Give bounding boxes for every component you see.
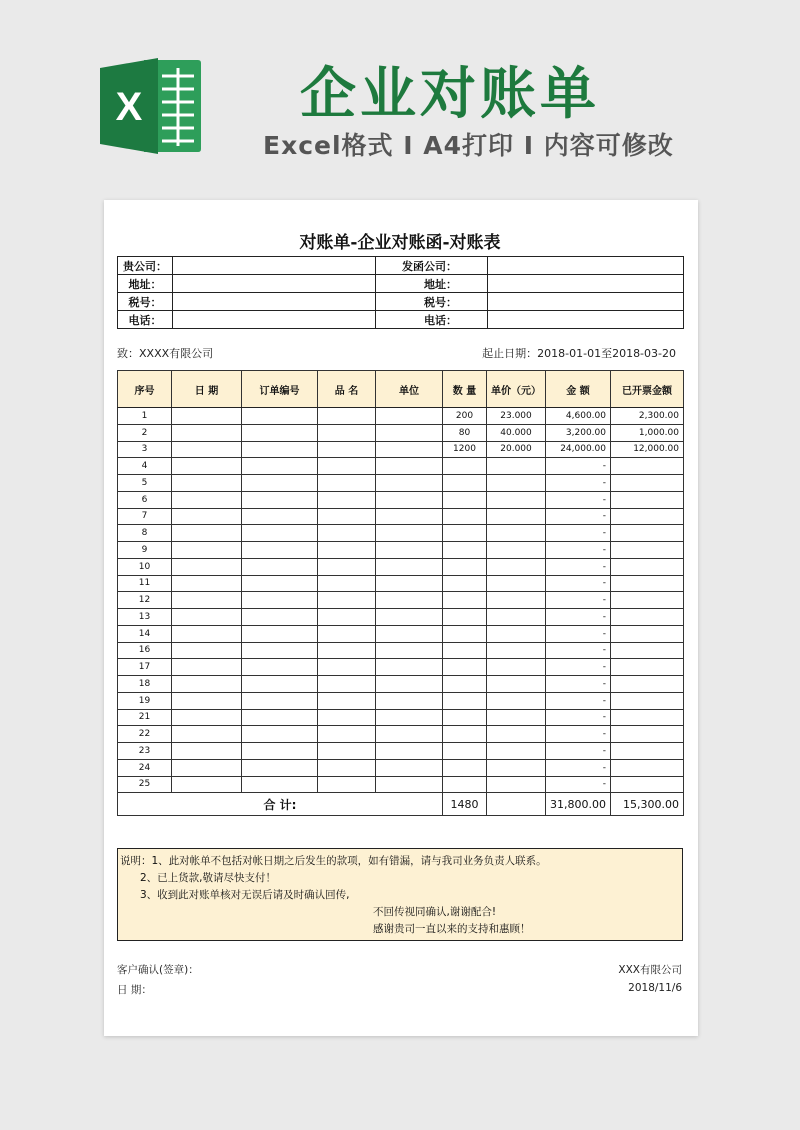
cell-qty [443,592,487,609]
cell-qty [443,508,487,525]
cell-product [318,525,376,542]
cell-amount: - [546,776,611,793]
cell-product [318,776,376,793]
total-row [118,793,684,816]
cell-price [487,759,546,776]
cell-qty [443,542,487,559]
banner [0,0,800,200]
cell-no: 14 [118,625,172,642]
svg-text:X: X [115,85,143,129]
column-header: 序号 [118,371,172,408]
cell-amount: 24,000.00 [546,441,611,458]
cell-order [242,642,318,659]
cell-no: 9 [118,542,172,559]
cell-price [487,726,546,743]
cell-product [318,609,376,626]
footer-company: XXX有限公司 [618,964,682,976]
cell-unit [376,558,443,575]
cell-unit [376,508,443,525]
cell-order [242,441,318,458]
cell-unit [376,592,443,609]
cell-date [172,592,242,609]
cell-price [487,508,546,525]
notes-box [117,848,683,941]
total-label: 合 计: [118,793,443,816]
cell-price [487,659,546,676]
cell-date [172,575,242,592]
cell-amount: - [546,525,611,542]
cell-order [242,408,318,425]
cell-order [242,525,318,542]
cell-no: 22 [118,726,172,743]
table-row [118,743,684,760]
cell-product [318,642,376,659]
cell-price [487,692,546,709]
cell-qty [443,692,487,709]
footer-date-label: 日 期： [117,984,152,996]
cell-price [487,491,546,508]
cell-invoiced [611,542,684,559]
cell-price [487,592,546,609]
cell-amount: - [546,542,611,559]
cell-no: 17 [118,659,172,676]
cell-product [318,558,376,575]
cell-no: 24 [118,759,172,776]
cell-unit [376,692,443,709]
recipient-text: 致：XXXX有限公司 [117,347,214,360]
cell-order [242,625,318,642]
cell-product [318,692,376,709]
cell-amount: - [546,475,611,492]
cell-qty [443,625,487,642]
cell-date [172,475,242,492]
cell-amount: - [546,458,611,475]
cell-invoiced [611,676,684,693]
cell-product [318,743,376,760]
cell-amount: - [546,592,611,609]
note-line-4: 不回传视同确认,谢谢配合! [373,906,497,918]
table-row [118,692,684,709]
cell-date [172,424,242,441]
info-value-2 [488,293,684,311]
table-row [118,542,684,559]
table-row [118,592,684,609]
table-row [118,508,684,525]
cell-product [318,726,376,743]
cell-qty [443,743,487,760]
cell-order [242,508,318,525]
document-title: 对账单-企业对账函-对账表 [299,233,501,253]
cell-qty [443,676,487,693]
cell-no: 21 [118,709,172,726]
info-row [118,257,684,275]
cell-amount: - [546,676,611,693]
cell-invoiced [611,776,684,793]
cell-invoiced [611,692,684,709]
table-row [118,759,684,776]
cell-unit [376,458,443,475]
cell-date [172,709,242,726]
cell-amount: - [546,709,611,726]
cell-date [172,458,242,475]
cell-unit [376,625,443,642]
cell-invoiced [611,525,684,542]
table-row [118,558,684,575]
cell-product [318,424,376,441]
cell-qty [443,525,487,542]
cell-product [318,709,376,726]
cell-order [242,424,318,441]
cell-no: 3 [118,441,172,458]
cell-qty [443,458,487,475]
cell-qty [443,759,487,776]
cell-qty [443,575,487,592]
table-row [118,776,684,793]
cell-order [242,709,318,726]
cell-no: 5 [118,475,172,492]
cell-unit [376,542,443,559]
cell-qty [443,475,487,492]
cell-amount: - [546,575,611,592]
cell-order [242,609,318,626]
cell-qty: 200 [443,408,487,425]
cell-date [172,609,242,626]
cell-no: 12 [118,592,172,609]
cell-qty [443,726,487,743]
cell-no: 6 [118,491,172,508]
statement-table [117,370,684,816]
cell-unit [376,743,443,760]
table-row [118,625,684,642]
cell-no: 4 [118,458,172,475]
excel-logo-icon [100,58,202,154]
cell-invoiced [611,558,684,575]
info-label-2: 电话： [376,311,488,329]
cell-date [172,625,242,642]
cell-unit [376,491,443,508]
cell-invoiced [611,475,684,492]
cell-amount: - [546,642,611,659]
cell-price [487,776,546,793]
cell-invoiced: 12,000.00 [611,441,684,458]
cell-date [172,558,242,575]
banner-title: 企业对账单 [300,62,600,127]
cell-date [172,491,242,508]
cell-price [487,542,546,559]
cell-no: 1 [118,408,172,425]
cell-unit [376,475,443,492]
cell-order [242,575,318,592]
total-qty: 1480 [443,793,487,816]
cell-invoiced: 2,300.00 [611,408,684,425]
cell-product [318,625,376,642]
info-label: 地址： [118,275,173,293]
period-text: 起止日期：2018-01-01至2018-03-20 [482,347,676,360]
cell-price: 23.000 [487,408,546,425]
table-row [118,458,684,475]
table-row [118,408,684,425]
cell-qty [443,642,487,659]
cell-date [172,776,242,793]
cell-date [172,743,242,760]
cell-order [242,676,318,693]
cell-unit [376,575,443,592]
cell-date [172,759,242,776]
cell-amount: - [546,491,611,508]
cell-order [242,592,318,609]
table-row [118,609,684,626]
cell-price [487,676,546,693]
column-header: 已开票金额 [611,371,684,408]
info-label: 电话： [118,311,173,329]
cell-amount: - [546,609,611,626]
cell-price [487,609,546,626]
cell-invoiced [611,659,684,676]
cell-order [242,491,318,508]
cell-date [172,508,242,525]
table-row [118,575,684,592]
cell-amount: 4,600.00 [546,408,611,425]
cell-unit [376,525,443,542]
cell-date [172,542,242,559]
table-row [118,491,684,508]
cell-no: 8 [118,525,172,542]
cell-price [487,475,546,492]
note-line-5: 感谢贵司一直以来的支持和惠顾！ [373,923,531,935]
cell-product [318,676,376,693]
column-header: 品 名 [318,371,376,408]
info-label-2: 税号： [376,293,488,311]
info-row [118,293,684,311]
table-row [118,475,684,492]
info-value-2 [488,257,684,275]
cell-unit [376,408,443,425]
cell-order [242,475,318,492]
cell-qty: 80 [443,424,487,441]
column-header: 单位 [376,371,443,408]
cell-unit [376,424,443,441]
cell-amount: - [546,759,611,776]
cell-invoiced: 1,000.00 [611,424,684,441]
info-value [173,293,376,311]
table-row [118,709,684,726]
cell-invoiced [611,709,684,726]
cell-unit [376,676,443,693]
column-header: 数 量 [443,371,487,408]
cell-invoiced [611,575,684,592]
cell-no: 11 [118,575,172,592]
info-table [117,256,684,329]
cell-invoiced [611,609,684,626]
total-amount: 31,800.00 [546,793,611,816]
cell-product [318,475,376,492]
table-row [118,659,684,676]
cell-unit [376,659,443,676]
cell-price [487,525,546,542]
cell-product [318,408,376,425]
cell-date [172,659,242,676]
cell-date [172,676,242,693]
note-line-1: 说明：1、此对帐单不包括对帐日期之后发生的款项，如有错漏，请与我司业务负责人联系。 [120,855,547,867]
cell-price [487,558,546,575]
cell-no: 2 [118,424,172,441]
info-label-2: 发函公司： [376,257,488,275]
cell-invoiced [611,625,684,642]
cell-unit [376,609,443,626]
cell-amount: - [546,743,611,760]
cell-qty [443,558,487,575]
cell-invoiced [611,759,684,776]
total-price-empty [487,793,546,816]
cell-product [318,491,376,508]
cell-amount: 3,200.00 [546,424,611,441]
cell-qty: 1200 [443,441,487,458]
cell-invoiced [611,726,684,743]
cell-order [242,692,318,709]
column-header: 日 期 [172,371,242,408]
cell-amount: - [546,692,611,709]
cell-product [318,759,376,776]
cell-product [318,592,376,609]
cell-qty [443,709,487,726]
cell-invoiced [611,743,684,760]
cell-price [487,625,546,642]
cell-date [172,692,242,709]
cell-order [242,659,318,676]
cell-price [487,743,546,760]
cell-order [242,776,318,793]
column-header: 订单编号 [242,371,318,408]
cell-order [242,743,318,760]
cell-qty [443,659,487,676]
table-row [118,441,684,458]
banner-subtitle: Excel格式 I A4打印 I 内容可修改 [263,131,674,160]
cell-order [242,759,318,776]
cell-qty [443,609,487,626]
cell-date [172,441,242,458]
cell-no: 23 [118,743,172,760]
info-value-2 [488,275,684,293]
cell-product [318,542,376,559]
cell-invoiced [611,642,684,659]
cell-unit [376,709,443,726]
cell-order [242,542,318,559]
cell-qty [443,491,487,508]
cell-no: 13 [118,609,172,626]
cell-product [318,458,376,475]
cell-order [242,726,318,743]
info-value [173,257,376,275]
cell-unit [376,441,443,458]
table-row [118,726,684,743]
cell-amount: - [546,558,611,575]
cell-price: 20.000 [487,441,546,458]
customer-confirm-label: 客户确认(签章)： [117,964,199,976]
note-line-2: 2、已上货款,敬请尽快支付！ [140,872,277,884]
total-invoiced: 15,300.00 [611,793,684,816]
info-value [173,275,376,293]
cell-invoiced [611,458,684,475]
cell-amount: - [546,659,611,676]
cell-unit [376,726,443,743]
table-row [118,676,684,693]
cell-price [487,575,546,592]
cell-unit [376,642,443,659]
cell-amount: - [546,508,611,525]
cell-product [318,659,376,676]
table-row [118,525,684,542]
cell-product [318,441,376,458]
cell-order [242,458,318,475]
info-label-2: 地址： [376,275,488,293]
cell-date [172,408,242,425]
cell-product [318,575,376,592]
cell-price [487,642,546,659]
column-header: 金 额 [546,371,611,408]
cell-unit [376,776,443,793]
info-value [173,311,376,329]
cell-unit [376,759,443,776]
info-label: 贵公司： [118,257,173,275]
cell-amount: - [546,726,611,743]
cell-no: 7 [118,508,172,525]
table-row [118,424,684,441]
note-line-3: 3、收到此对账单核对无误后请及时确认回传, [140,889,350,901]
table-row [118,642,684,659]
cell-invoiced [611,592,684,609]
cell-price: 40.000 [487,424,546,441]
cell-date [172,726,242,743]
cell-date [172,525,242,542]
info-row [118,311,684,329]
info-value-2 [488,311,684,329]
cell-no: 10 [118,558,172,575]
cell-no: 25 [118,776,172,793]
cell-amount: - [546,625,611,642]
cell-price [487,458,546,475]
cell-date [172,642,242,659]
table-header-row [118,371,684,408]
cell-no: 16 [118,642,172,659]
info-label: 税号： [118,293,173,311]
cell-no: 18 [118,676,172,693]
footer-date: 2018/11/6 [628,982,682,994]
cell-product [318,508,376,525]
cell-invoiced [611,508,684,525]
cell-invoiced [611,491,684,508]
cell-price [487,709,546,726]
cell-no: 19 [118,692,172,709]
cell-qty [443,776,487,793]
info-row [118,275,684,293]
column-header: 单价（元） [487,371,546,408]
cell-order [242,558,318,575]
